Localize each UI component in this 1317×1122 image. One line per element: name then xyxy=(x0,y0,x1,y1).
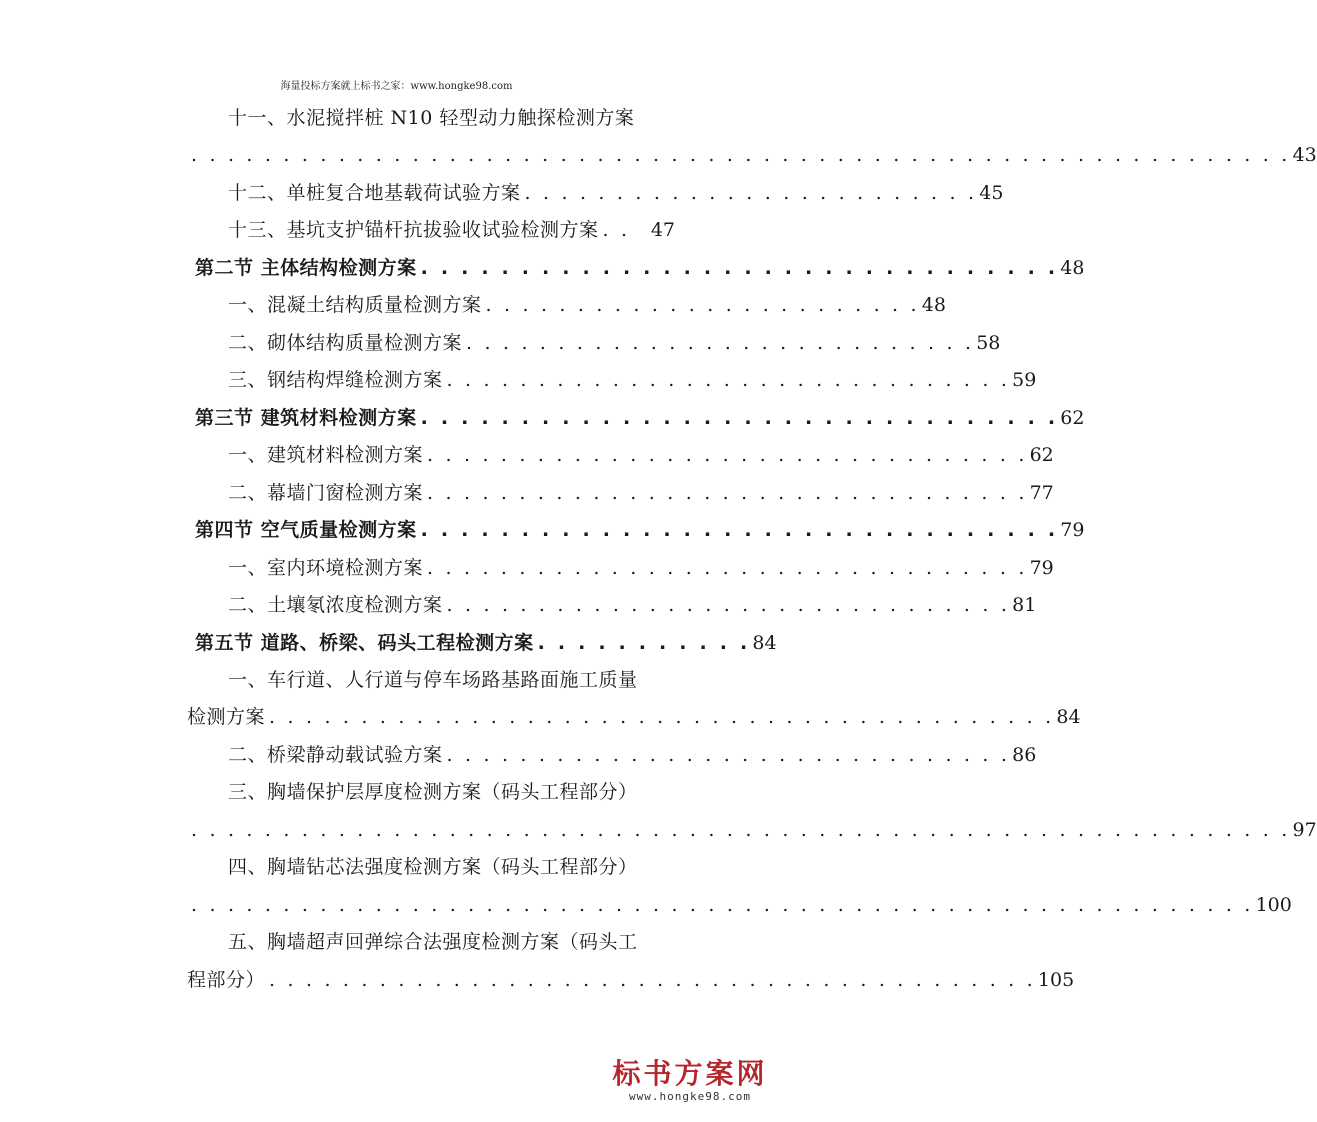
toc-entry[interactable] xyxy=(228,290,946,320)
toc-leader-dots: . . . . . . . . . . . . . . . . . . . . . . . . . . . . . . . . . . . . . . . . . . . . . . . . . . . . . . . . . . xyxy=(191,894,1254,916)
toc-page-number: 79 xyxy=(1029,557,1054,579)
toc-entry[interactable] xyxy=(228,215,675,245)
toc-entry[interactable] xyxy=(187,965,1075,995)
toc-entry-title: 十三、基坑支护锚杆抗拔验收试验检测方案 xyxy=(228,219,599,241)
toc-page-number: 58 xyxy=(976,332,1001,354)
toc-entry-title: 一、建筑材料检测方案 xyxy=(228,444,424,466)
toc-entry[interactable] xyxy=(228,440,1054,470)
toc-entry-title: 一、室内环境检测方案 xyxy=(228,557,424,579)
toc-entry[interactable] xyxy=(228,590,1037,620)
toc-leader-dots: . . . . . . . . . . . . . . . . . . . . . . . . xyxy=(485,294,920,316)
toc-page-number: 97 xyxy=(1292,819,1317,841)
toc-page-number: 47 xyxy=(650,219,675,241)
toc-leader-dots: . . . . . . . . . . . . . . . . . . . . . . . . . xyxy=(524,182,978,204)
toc-entry-title: 一、车行道、人行道与停车场路基路面施工质量 xyxy=(228,669,638,691)
toc-leader-dots: . . xyxy=(602,219,631,241)
toc-entry-title: 检测方案 xyxy=(187,706,266,728)
toc-page-number: 59 xyxy=(1012,369,1037,391)
toc-section-title: 第三节 建筑材料检测方案 xyxy=(195,407,417,429)
toc-leader-dots: . . . . . . . . . . . . . . . . . . . . . . . . . . . . . . . . xyxy=(420,519,1059,541)
toc-entry-title: 三、胸墙保护层厚度检测方案（码头工程部分） xyxy=(228,781,638,803)
toc-leader-dots: . . . . . . . . . . . . . . . . . . . . . . . . . . . . . . . . . . . . . . . . . . . . . . . . . . . . . . . . . . . . xyxy=(191,819,1291,841)
toc-leader-dots: . . . . . . . . . . . . . . . . . . . . . . . . . . . . xyxy=(466,332,975,354)
toc-leader-dots: . . . . . . . . . . . . . . . . . . . . . . . . . . . . . . . xyxy=(446,594,1011,616)
site-watermark xyxy=(605,1058,775,1104)
toc-entry[interactable] xyxy=(228,103,675,133)
toc-page-number: 81 xyxy=(1012,594,1037,616)
toc-page-number: 105 xyxy=(1037,969,1075,991)
toc-entry[interactable] xyxy=(228,665,675,695)
toc-entry-title: 十一、水泥搅拌桩 N10 轻型动力触探检测方案 xyxy=(228,107,635,129)
page-header: 海量投标方案就上标书之家：www.hongke98.com xyxy=(280,81,513,92)
toc-page-number: 48 xyxy=(1060,257,1085,279)
toc-entry[interactable] xyxy=(228,478,1054,508)
toc-section-title: 第五节 道路、桥梁、码头工程检测方案 xyxy=(195,632,534,654)
toc-leader-dots: . . . . . . . . . . . . . . . . . . . . . . . . . . . . . . . . xyxy=(420,257,1059,279)
toc-page-number: 86 xyxy=(1012,744,1037,766)
toc-entry-title: 五、胸墙超声回弹综合法强度检测方案（码头工 xyxy=(228,931,638,953)
watermark-url: www.hongke98.com xyxy=(629,1090,751,1103)
toc-entry-title: 十二、单桩复合地基载荷试验方案 xyxy=(228,182,521,204)
toc-entry[interactable] xyxy=(228,328,1001,358)
toc-leader-dots: . . . . . . . . . . . . . . . . . . . . . . . . . . . . . . . . . . . . . . . . . . . . . . . . . . . . . . . . . . . . xyxy=(191,144,1291,166)
toc-leader-dots: . . . . . . . . . . . . . . . . . . . . . . . . . . . . . . . . . . . . . . . . . . . xyxy=(269,706,1055,728)
toc-section-title: 第四节 空气质量检测方案 xyxy=(195,519,417,541)
toc-entry-title: 一、混凝土结构质量检测方案 xyxy=(228,294,482,316)
toc-leader-dots: . . . . . . . . . . . . . . . . . . . . . . . . . . . . . . . . . xyxy=(427,557,1028,579)
toc-leader-dots: . . . . . . . . . . . . . . . . . . . . . . . . . . . . . . . xyxy=(446,744,1011,766)
toc-entry[interactable] xyxy=(187,890,1292,920)
toc-entry-title: 二、桥梁静动载试验方案 xyxy=(228,744,443,766)
toc-page-number: 62 xyxy=(1029,444,1054,466)
toc-entry-title: 二、土壤氡浓度检测方案 xyxy=(228,594,443,616)
toc-entry[interactable] xyxy=(187,140,1317,170)
toc-entry-title: 程部分） xyxy=(187,969,266,991)
toc-entry[interactable] xyxy=(228,365,1037,395)
toc-leader-dots: . . . . . . . . . . . . . . . . . . . . . . . . . . . . . . . . . . . . . . . . . . xyxy=(269,969,1036,991)
toc-entry[interactable] xyxy=(187,702,1081,732)
toc-entry-title: 二、幕墙门窗检测方案 xyxy=(228,482,424,504)
toc-entry-title: 四、胸墙钻芯法强度检测方案（码头工程部分） xyxy=(228,856,638,878)
toc-entry[interactable] xyxy=(228,740,1037,770)
toc-entry[interactable] xyxy=(187,815,1317,845)
toc-page-number: 79 xyxy=(1060,519,1085,541)
toc-section-title: 第二节 主体结构检测方案 xyxy=(195,257,417,279)
toc-section[interactable] xyxy=(195,628,777,658)
toc-page-number: 84 xyxy=(752,632,777,654)
toc-page-number: 45 xyxy=(979,182,1004,204)
toc-page-number: 48 xyxy=(921,294,946,316)
toc-page-number: 100 xyxy=(1255,894,1292,916)
toc-leader-dots: . . . . . . . . . . . xyxy=(537,632,751,654)
toc-leader-dots: . . . . . . . . . . . . . . . . . . . . . . . . . . . . . . . . . xyxy=(427,482,1028,504)
toc-entry[interactable] xyxy=(228,553,1054,583)
toc-page-number: 77 xyxy=(1029,482,1054,504)
toc-page-number: 43 xyxy=(1292,144,1317,166)
toc-section[interactable] xyxy=(195,403,1085,433)
watermark-title: 标书方案网 xyxy=(612,1057,768,1090)
toc-page-number: 62 xyxy=(1060,407,1085,429)
toc-entry[interactable] xyxy=(228,178,1004,208)
toc-entry-title: 三、钢结构焊缝检测方案 xyxy=(228,369,443,391)
toc-entry[interactable] xyxy=(228,777,675,807)
toc-entry[interactable] xyxy=(228,927,675,957)
toc-leader-dots: . . . . . . . . . . . . . . . . . . . . . . . . . . . . . . . . xyxy=(420,407,1059,429)
toc-leader-dots: . . . . . . . . . . . . . . . . . . . . . . . . . . . . . . . . . xyxy=(427,444,1028,466)
toc-leader-dots: . . . . . . . . . . . . . . . . . . . . . . . . . . . . . . . xyxy=(446,369,1011,391)
toc-entry[interactable] xyxy=(228,852,675,882)
toc-section[interactable] xyxy=(195,515,1085,545)
toc-entry-title: 二、砌体结构质量检测方案 xyxy=(228,332,463,354)
toc-section[interactable] xyxy=(195,253,1085,283)
toc-page-number: 84 xyxy=(1056,706,1081,728)
